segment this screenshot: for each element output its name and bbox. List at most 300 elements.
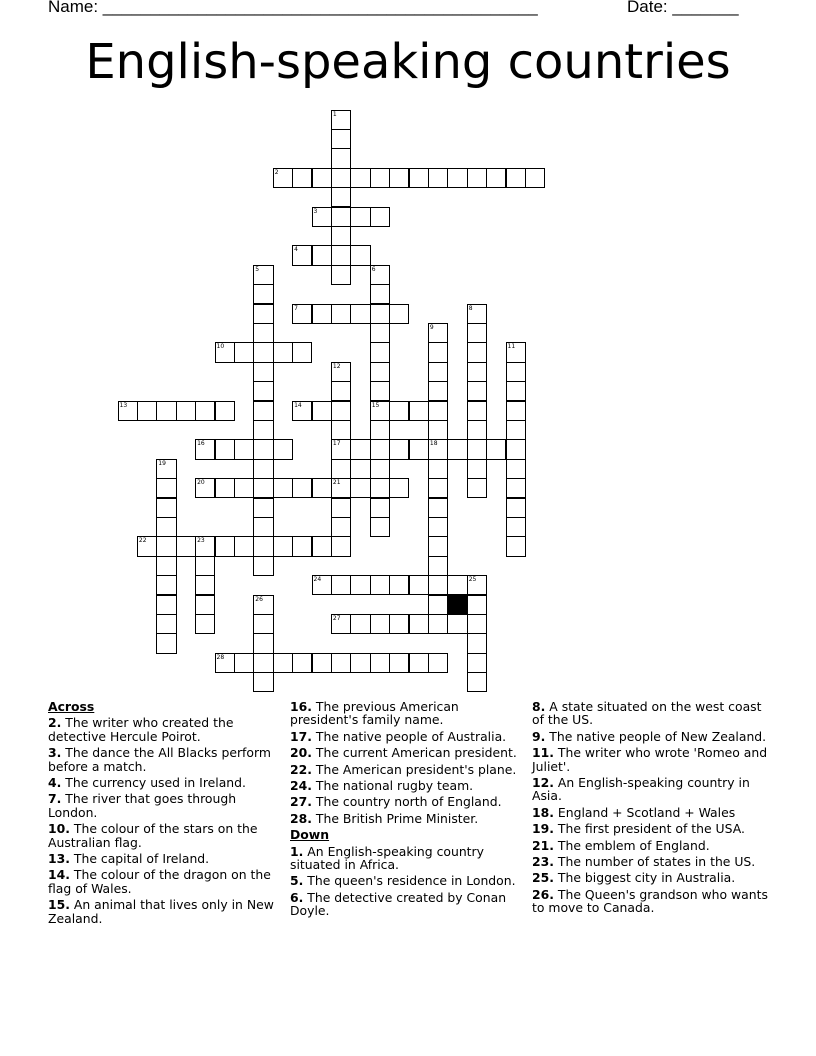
clue-number: 17.	[290, 728, 312, 744]
grid-cell[interactable]	[525, 168, 545, 188]
grid-cell[interactable]	[137, 401, 157, 421]
grid-cell[interactable]	[389, 575, 409, 595]
clue-text: An English-speaking country situated in Africa.	[290, 843, 484, 873]
grid-cell[interactable]	[350, 653, 370, 673]
clue-text: The first president of the USA.	[557, 821, 745, 837]
clue-number: 15.	[48, 897, 70, 913]
cell-number: 16	[197, 440, 205, 448]
grid-cell[interactable]	[409, 614, 429, 634]
grid-cell[interactable]	[331, 459, 351, 479]
grid-cell[interactable]	[370, 342, 390, 362]
clue-text: The Queen's grandson who wants to move to Canada.	[532, 886, 768, 916]
clue-across-27	[290, 795, 526, 808]
grid-cell[interactable]	[176, 536, 196, 556]
grid-cell[interactable]	[467, 672, 487, 692]
cell-number: 2	[274, 168, 279, 176]
grid-cell[interactable]	[215, 478, 235, 498]
grid-cell[interactable]	[370, 517, 390, 537]
grid-cell[interactable]	[253, 633, 273, 653]
grid-cell[interactable]	[350, 614, 370, 634]
grid-cell[interactable]	[253, 459, 273, 479]
clue-number: 22.	[290, 761, 312, 777]
clue-number: 16.	[290, 699, 312, 714]
clue-down-26	[532, 888, 768, 915]
cell-number: 24	[313, 576, 322, 584]
clue-across-10	[48, 822, 284, 849]
clue-text: The currency used in Ireland.	[65, 775, 246, 791]
grid-cell[interactable]	[370, 168, 390, 188]
clue-down-5	[290, 874, 526, 887]
grid-cell[interactable]	[292, 653, 312, 673]
grid-cell[interactable]	[467, 633, 487, 653]
grid-cell[interactable]	[253, 323, 273, 343]
grid-cell[interactable]	[467, 478, 487, 498]
grid-cell[interactable]	[506, 478, 526, 498]
cell-number: 1	[332, 110, 337, 118]
cell-number: 12	[332, 362, 341, 370]
clue-text: The capital of Ireland.	[73, 851, 210, 867]
grid-cell[interactable]	[331, 381, 351, 401]
cell-number: 15	[371, 401, 380, 409]
clue-down-9	[532, 730, 768, 743]
clue-number: 24.	[290, 778, 312, 794]
grid-cell[interactable]	[331, 245, 351, 265]
grid-cell[interactable]	[370, 653, 390, 673]
cell-number: 25	[468, 576, 477, 584]
grid-cell[interactable]	[331, 187, 351, 207]
clue-number: 11.	[532, 745, 554, 761]
clue-text: The previous American president's family name.	[290, 699, 459, 728]
clue-across-13	[48, 852, 284, 865]
grid-cell[interactable]	[370, 304, 390, 324]
grid-cell[interactable]	[253, 265, 273, 285]
clue-across-2	[48, 716, 284, 743]
grid-cell[interactable]	[195, 595, 215, 615]
clue-text: The British Prime Minister.	[315, 810, 479, 826]
grid-cell[interactable]	[331, 498, 351, 518]
grid-cell[interactable]	[312, 653, 332, 673]
grid-cell[interactable]	[253, 439, 273, 459]
clue-down-12	[532, 776, 768, 803]
grid-cell[interactable]	[156, 556, 176, 576]
grid-cell[interactable]	[331, 168, 351, 188]
cell-number: 22	[138, 537, 147, 545]
clue-number: 26.	[532, 886, 554, 902]
clue-number: 6.	[290, 889, 304, 905]
grid-cell[interactable]	[428, 595, 448, 615]
grid-cell[interactable]	[467, 575, 487, 595]
grid-cell[interactable]	[156, 536, 176, 556]
clue-number: 5.	[290, 873, 304, 889]
grid-cell[interactable]	[312, 536, 332, 556]
clue-down-8	[532, 700, 768, 727]
grid-cell[interactable]	[331, 265, 351, 285]
grid-cell[interactable]	[370, 265, 390, 285]
cell-number: 13	[119, 401, 128, 409]
clue-text: An animal that lives only in New Zealand.	[48, 897, 274, 926]
grid-cell[interactable]	[370, 614, 390, 634]
clue-number: 20.	[290, 745, 312, 761]
grid-cell[interactable]	[467, 420, 487, 440]
grid-cell[interactable]	[331, 575, 351, 595]
grid-cell[interactable]	[389, 478, 409, 498]
clue-across-15	[48, 898, 284, 925]
cell-number: 17	[332, 440, 341, 448]
grid-cell[interactable]	[389, 439, 409, 459]
grid-cell[interactable]	[195, 536, 215, 556]
grid-cell[interactable]	[331, 226, 351, 246]
grid-cell[interactable]	[312, 478, 332, 498]
grid-cell[interactable]	[370, 498, 390, 518]
grid-cell[interactable]	[447, 439, 467, 459]
grid-cell[interactable]	[273, 536, 293, 556]
grid-cell[interactable]	[331, 362, 351, 382]
grid-cell[interactable]	[156, 614, 176, 634]
grid-cell[interactable]	[447, 614, 467, 634]
grid-cell[interactable]	[312, 207, 332, 227]
grid-cell[interactable]	[312, 401, 332, 421]
clue-number: 13.	[48, 851, 70, 867]
clue-number: 18.	[532, 804, 554, 820]
grid-cell[interactable]	[331, 478, 351, 498]
grid-cell[interactable]	[428, 653, 448, 673]
grid-cell[interactable]	[467, 362, 487, 382]
grid-cell[interactable]	[156, 595, 176, 615]
grid-cell[interactable]	[409, 575, 429, 595]
grid-cell[interactable]	[273, 439, 293, 459]
grid-cell[interactable]	[389, 614, 409, 634]
grid-cell[interactable]	[253, 478, 273, 498]
clue-text: The river that goes through London.	[48, 791, 237, 820]
grid-cell[interactable]	[156, 633, 176, 653]
grid-cell[interactable]	[350, 439, 370, 459]
clue-number: 23.	[532, 854, 554, 870]
grid-cell[interactable]	[350, 168, 370, 188]
clue-number: 1.	[290, 843, 304, 859]
cell-number: 21	[332, 479, 341, 487]
name-field-label: Name: ______________________________________________	[48, 0, 538, 16]
grid-cell[interactable]	[370, 420, 390, 440]
clue-text: A state situated on the west coast of the US.	[532, 699, 762, 728]
grid-cell[interactable]	[428, 556, 448, 576]
grid-cell[interactable]	[447, 168, 467, 188]
grid-cell[interactable]	[428, 420, 448, 440]
grid-cell[interactable]	[350, 575, 370, 595]
grid-cell[interactable]	[292, 536, 312, 556]
grid-cell[interactable]	[467, 304, 487, 324]
clue-number: 3.	[48, 745, 62, 761]
grid-cell[interactable]	[370, 362, 390, 382]
grid-cell[interactable]	[506, 362, 526, 382]
grid-cell[interactable]	[253, 420, 273, 440]
grid-cell[interactable]	[428, 536, 448, 556]
clue-text: The native people of New Zealand.	[549, 728, 767, 744]
grid-cell[interactable]	[506, 439, 526, 459]
clue-text: The national rugby team.	[315, 778, 474, 794]
grid-cell[interactable]	[409, 653, 429, 673]
grid-cell[interactable]	[331, 420, 351, 440]
grid-cell[interactable]	[253, 304, 273, 324]
down-heading: Down	[290, 827, 330, 843]
grid-cell[interactable]	[253, 614, 273, 634]
clue-down-18	[532, 806, 768, 819]
clue-text: The native people of Australia.	[315, 728, 507, 744]
cell-number: 8	[468, 304, 473, 312]
grid-cell[interactable]	[253, 381, 273, 401]
grid-cell[interactable]	[273, 478, 293, 498]
grid-cell[interactable]	[467, 381, 487, 401]
clue-number: 25.	[532, 870, 554, 886]
grid-cell[interactable]	[253, 498, 273, 518]
cell-number: 14	[294, 401, 302, 409]
grid-cell[interactable]	[409, 439, 429, 459]
cell-number: 5	[255, 265, 260, 273]
clue-text: The writer who wrote 'Romeo and Juliet'.	[532, 745, 768, 774]
grid-cell[interactable]	[331, 148, 351, 168]
grid-cell[interactable]	[506, 459, 526, 479]
grid-cell[interactable]	[370, 207, 390, 227]
grid-cell[interactable]	[195, 556, 215, 576]
clue-column-3	[532, 700, 768, 918]
grid-cell[interactable]	[234, 536, 254, 556]
grid-cell[interactable]	[389, 304, 409, 324]
cell-number: 7	[294, 304, 298, 312]
clue-text: The queen's residence in London.	[307, 873, 516, 889]
grid-cell[interactable]	[331, 304, 351, 324]
clue-text: The American president's plane.	[315, 761, 517, 777]
grid-cell[interactable]	[428, 575, 448, 595]
grid-cell[interactable]	[370, 439, 390, 459]
clue-number: 14.	[48, 867, 70, 883]
grid-cell[interactable]	[253, 595, 273, 615]
cell-number: 4	[294, 246, 298, 254]
grid-cell[interactable]	[156, 517, 176, 537]
grid-cell[interactable]	[506, 401, 526, 421]
cell-number: 9	[429, 323, 434, 331]
grid-cell[interactable]	[292, 168, 312, 188]
clue-column-1	[48, 700, 284, 928]
grid-cell[interactable]	[234, 342, 254, 362]
clue-text: The writer who created the detective Hercule Poirot.	[48, 715, 234, 744]
grid-cell[interactable]	[292, 245, 312, 265]
grid-cell[interactable]	[389, 168, 409, 188]
grid-cell[interactable]	[467, 323, 487, 343]
grid-cell[interactable]	[215, 342, 235, 362]
grid-cell[interactable]	[409, 401, 429, 421]
grid-cell[interactable]	[506, 536, 526, 556]
grid-cell[interactable]	[428, 459, 448, 479]
grid-cell[interactable]	[331, 536, 351, 556]
clue-text: The biggest city in Australia.	[557, 870, 736, 886]
clue-text: An English-speaking country in Asia.	[532, 775, 750, 804]
clue-number: 27.	[290, 794, 312, 810]
clue-down-25	[532, 871, 768, 884]
date-field-label: Date: _______	[627, 0, 739, 16]
cell-number: 10	[216, 343, 225, 351]
grid-cell[interactable]	[428, 342, 448, 362]
grid-cell[interactable]	[292, 342, 312, 362]
grid-cell[interactable]	[467, 439, 487, 459]
cell-number: 3	[313, 207, 318, 215]
cell-number: 26	[255, 595, 263, 603]
grid-cell[interactable]	[331, 653, 351, 673]
clue-across-7	[48, 792, 284, 819]
grid-cell[interactable]	[312, 304, 332, 324]
grid-cell[interactable]	[156, 478, 176, 498]
grid-cell[interactable]	[253, 342, 273, 362]
grid-cell[interactable]	[215, 653, 235, 673]
grid-cell[interactable]	[428, 323, 448, 343]
clue-across-3	[48, 746, 284, 773]
grid-cell[interactable]	[156, 575, 176, 595]
grid-cell[interactable]	[253, 672, 273, 692]
clue-column-2	[290, 700, 526, 921]
grid-cell[interactable]	[350, 245, 370, 265]
grid-cell[interactable]	[137, 536, 157, 556]
grid-cell[interactable]	[118, 401, 138, 421]
grid-cell[interactable]	[350, 207, 370, 227]
grid-cell[interactable]	[428, 517, 448, 537]
grid-cell[interactable]	[467, 595, 487, 615]
grid-cell[interactable]	[156, 459, 176, 479]
grid-cell[interactable]	[428, 439, 448, 459]
grid-cell[interactable]	[253, 401, 273, 421]
grid-cell[interactable]	[467, 342, 487, 362]
grid-cell[interactable]	[195, 478, 215, 498]
grid-cell[interactable]	[273, 342, 293, 362]
grid-cell[interactable]	[486, 168, 506, 188]
clue-down-23	[532, 855, 768, 868]
clue-down-19	[532, 822, 768, 835]
grid-cell[interactable]	[215, 439, 235, 459]
grid-cell[interactable]	[176, 401, 196, 421]
clue-text: The colour of the dragon on the flag of Wales.	[48, 867, 271, 896]
grid-cell[interactable]	[486, 439, 506, 459]
grid-cell[interactable]	[195, 575, 215, 595]
grid-cell[interactable]	[389, 401, 409, 421]
grid-cell[interactable]	[370, 575, 390, 595]
clue-across-4	[48, 776, 284, 789]
clue-across-28	[290, 812, 526, 825]
cell-number: 6	[371, 265, 376, 273]
page-title: English-speaking countries	[85, 34, 731, 90]
grid-cell[interactable]	[253, 517, 273, 537]
grid-cell[interactable]	[370, 401, 390, 421]
grid-cell[interactable]	[292, 401, 312, 421]
grid-cell[interactable]	[253, 536, 273, 556]
cell-number: 28	[216, 653, 225, 661]
grid-cell[interactable]	[428, 401, 448, 421]
grid-cell[interactable]	[506, 168, 526, 188]
grid-cell[interactable]	[156, 401, 176, 421]
grid-cell[interactable]	[350, 304, 370, 324]
clue-number: 19.	[532, 821, 554, 837]
grid-cell[interactable]	[234, 439, 254, 459]
grid-cell[interactable]	[331, 401, 351, 421]
grid-cell[interactable]	[195, 614, 215, 634]
grid-cell[interactable]	[370, 381, 390, 401]
clue-number: 9.	[532, 728, 546, 744]
grid-cell[interactable]	[467, 459, 487, 479]
grid-cell[interactable]	[389, 653, 409, 673]
grid-cell[interactable]	[409, 168, 429, 188]
clue-across-14	[48, 868, 284, 895]
clue-down-21	[532, 839, 768, 852]
grid-cell[interactable]	[467, 168, 487, 188]
grid-cell[interactable]	[350, 478, 370, 498]
clue-down-6	[290, 891, 526, 918]
grid-cell[interactable]	[506, 420, 526, 440]
cell-number: 23	[197, 537, 205, 545]
clue-text: The detective created by Conan Doyle.	[290, 889, 507, 919]
grid-cell[interactable]	[447, 575, 467, 595]
clue-number: 8.	[532, 699, 546, 714]
clue-down-1	[290, 845, 526, 872]
grid-cell[interactable]	[312, 245, 332, 265]
grid-cell[interactable]	[331, 207, 351, 227]
grid-cell[interactable]	[253, 653, 273, 673]
grid-cell[interactable]	[370, 284, 390, 304]
grid-cell[interactable]	[428, 362, 448, 382]
grid-cell[interactable]	[467, 614, 487, 634]
clue-text: The dance the All Blacks perform before a match.	[48, 745, 271, 774]
grid-cell[interactable]	[273, 168, 293, 188]
grid-cell[interactable]	[331, 614, 351, 634]
grid-cell[interactable]	[312, 168, 332, 188]
grid-cell[interactable]	[331, 439, 351, 459]
grid-cell[interactable]	[234, 653, 254, 673]
grid-cell[interactable]	[273, 653, 293, 673]
clue-text: The number of states in the US.	[557, 854, 756, 870]
clue-across-20	[290, 746, 526, 759]
grid-cell[interactable]	[428, 614, 448, 634]
grid-cell[interactable]	[506, 498, 526, 518]
grid-cell[interactable]	[467, 401, 487, 421]
grid-cell[interactable]	[156, 498, 176, 518]
grid-cell[interactable]	[195, 439, 215, 459]
grid-cell[interactable]	[292, 304, 312, 324]
grid-cell[interactable]	[428, 381, 448, 401]
grid-cell[interactable]	[312, 575, 332, 595]
grid-cell[interactable]	[253, 362, 273, 382]
clue-number: 2.	[48, 715, 62, 731]
grid-cell[interactable]	[370, 323, 390, 343]
clue-down-11	[532, 746, 768, 773]
grid-cell[interactable]	[370, 459, 390, 479]
grid-cell[interactable]	[506, 381, 526, 401]
grid-cell[interactable]	[292, 478, 312, 498]
grid-cell[interactable]	[467, 653, 487, 673]
grid-cell[interactable]	[331, 129, 351, 149]
grid-cell[interactable]	[428, 478, 448, 498]
grid-cell[interactable]	[506, 517, 526, 537]
clue-text: The emblem of England.	[557, 837, 710, 853]
grid-cell[interactable]	[331, 517, 351, 537]
grid-cell[interactable]	[253, 556, 273, 576]
grid-cell[interactable]	[428, 498, 448, 518]
grid-cell[interactable]	[195, 401, 215, 421]
grid-cell[interactable]	[331, 110, 351, 130]
grid-cell[interactable]	[428, 168, 448, 188]
grid-cell[interactable]	[253, 284, 273, 304]
grid-cell[interactable]	[215, 536, 235, 556]
grid-cell[interactable]	[506, 342, 526, 362]
grid-cell[interactable]	[215, 401, 235, 421]
clue-text: The country north of England.	[315, 794, 502, 810]
grid-cell[interactable]	[234, 478, 254, 498]
grid-cell[interactable]	[370, 478, 390, 498]
clue-text: England + Scotland + Wales	[557, 804, 736, 820]
